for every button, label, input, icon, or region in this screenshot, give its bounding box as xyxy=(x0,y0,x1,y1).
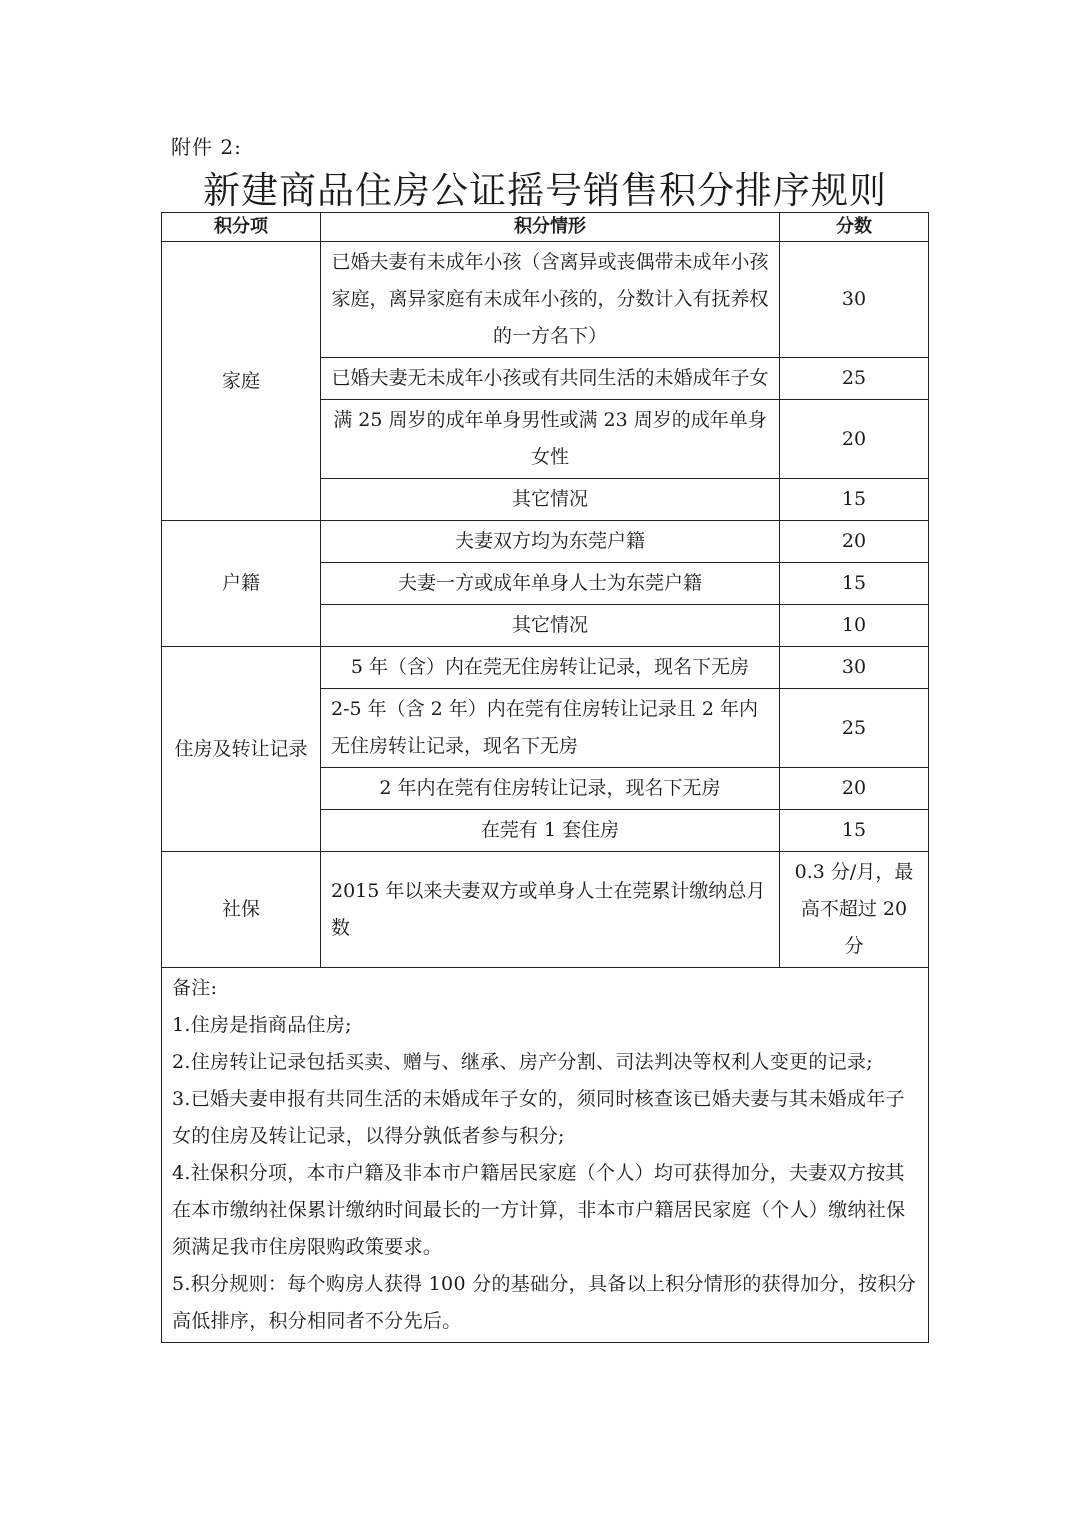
condition-cell: 在莞有 1 套住房 xyxy=(321,810,780,852)
score-cell: 20 xyxy=(780,768,929,810)
score-cell: 30 xyxy=(780,242,929,358)
note-item: 2.住房转让记录包括买卖、赠与、继承、房产分割、司法判决等权利人变更的记录; xyxy=(172,1051,873,1073)
table-row xyxy=(162,521,929,563)
condition-cell: 其它情况 xyxy=(321,479,780,521)
score-cell: 20 xyxy=(780,400,929,479)
condition-cell: 夫妻双方均为东莞户籍 xyxy=(321,521,780,563)
header-score: 分数 xyxy=(780,213,929,242)
table-row xyxy=(162,852,929,968)
condition-cell: 5 年（含）内在莞无住房转让记录，现名下无房 xyxy=(321,647,780,689)
category-cell-family: 家庭 xyxy=(162,242,321,521)
table-header-row xyxy=(162,213,929,242)
score-cell: 15 xyxy=(780,479,929,521)
condition-cell: 满 25 周岁的成年单身男性或满 23 周岁的成年单身女性 xyxy=(321,400,780,479)
condition-cell: 已婚夫妻有未成年小孩（含离异或丧偶带未成年小孩家庭，离异家庭有未成年小孩的，分数计入有抚养权的一方名下） xyxy=(321,242,780,358)
note-item: 5.积分规则：每个购房人获得 100 分的基础分，具备以上积分情形的获得加分，按积分高低排序，积分相同者不分先后。 xyxy=(172,1273,917,1332)
score-cell: 0.3 分/月，最高不超过 20 分 xyxy=(780,852,929,968)
condition-cell: 夫妻一方或成年单身人士为东莞户籍 xyxy=(321,563,780,605)
score-cell: 30 xyxy=(780,647,929,689)
condition-cell: 其它情况 xyxy=(321,605,780,647)
header-category: 积分项 xyxy=(162,213,321,242)
table-row xyxy=(162,647,929,689)
score-cell: 15 xyxy=(780,563,929,605)
score-cell: 10 xyxy=(780,605,929,647)
score-cell: 15 xyxy=(780,810,929,852)
document-title: 新建商品住房公证摇号销售积分排序规则 xyxy=(203,169,887,212)
note-item: 3.已婚夫妻申报有共同生活的未婚成年子女的，须同时核查该已婚夫妻与其未婚成年子女的住房及转让记录，以得分孰低者参与积分; xyxy=(172,1088,905,1147)
score-cell: 25 xyxy=(780,689,929,768)
notes-row xyxy=(162,968,929,1343)
condition-cell: 2015 年以来夫妻双方或单身人士在莞累计缴纳总月数 xyxy=(321,852,780,968)
condition-cell: 已婚夫妻无未成年小孩或有共同生活的未婚成年子女 xyxy=(321,358,780,400)
score-cell: 25 xyxy=(780,358,929,400)
note-item: 1.住房是指商品住房; xyxy=(172,1014,352,1036)
notes-heading: 备注: xyxy=(172,977,218,999)
category-cell-household: 户籍 xyxy=(162,521,321,647)
scoring-table xyxy=(161,212,929,1343)
condition-cell: 2-5 年（含 2 年）内在莞有住房转让记录且 2 年内无住房转让记录，现名下无房 xyxy=(321,689,780,768)
attachment-label: 附件 2: xyxy=(171,135,242,159)
score-cell: 20 xyxy=(780,521,929,563)
header-condition: 积分情形 xyxy=(321,213,780,242)
condition-cell: 2 年内在莞有住房转让记录，现名下无房 xyxy=(321,768,780,810)
note-item: 4.社保积分项，本市户籍及非本市户籍居民家庭（个人）均可获得加分，夫妻双方按其在本市缴纳社保累计缴纳时间最长的一方计算，非本市户籍居民家庭（个人）缴纳社保须满足我市住房限购政策要求。 xyxy=(172,1162,906,1258)
category-cell-social-security: 社保 xyxy=(162,852,321,968)
notes-cell xyxy=(162,968,929,1343)
category-cell-housing: 住房及转让记录 xyxy=(162,647,321,852)
table-row xyxy=(162,242,929,358)
